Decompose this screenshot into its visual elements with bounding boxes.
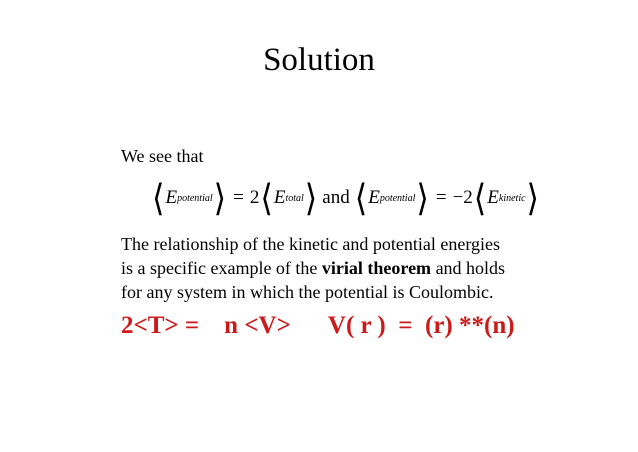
paragraph-line: The relationship of the kinetic and potential energies xyxy=(121,234,501,254)
equals-sign: = xyxy=(435,187,447,208)
left-angle-bracket: ⟨ xyxy=(152,177,165,219)
paragraph-line: for any system in which the potential is Coulombic. xyxy=(121,282,494,302)
left-angle-bracket: ⟨ xyxy=(260,177,273,219)
right-angle-bracket: ⟩ xyxy=(304,177,318,219)
energy-symbol: E xyxy=(273,187,286,208)
virial-equation xyxy=(151,178,540,218)
paragraph-line xyxy=(121,256,505,280)
intro-text: We see that xyxy=(121,146,204,166)
right-angle-bracket: ⟩ xyxy=(213,177,227,219)
energy-symbol: E xyxy=(165,187,178,208)
energy-symbol: E xyxy=(487,187,499,208)
subscript: potential xyxy=(379,192,416,204)
coefficient: 2 xyxy=(249,187,260,208)
virial-relation-highlight: 2<T> = n <V> V( r ) = (r) **(n) xyxy=(121,312,515,339)
left-angle-bracket: ⟨ xyxy=(354,177,368,219)
subscript: kinetic xyxy=(498,192,526,204)
text-span: is a specific example of the xyxy=(121,258,322,278)
energy-symbol: E xyxy=(368,187,380,208)
slide-title: Solution xyxy=(263,42,375,78)
coefficient: −2 xyxy=(452,187,473,208)
text-span: and holds xyxy=(431,258,506,278)
explanation-paragraph xyxy=(121,232,505,304)
left-angle-bracket: ⟨ xyxy=(473,177,487,219)
right-angle-bracket: ⟩ xyxy=(416,177,429,219)
virial-theorem-term: virial theorem xyxy=(321,258,432,278)
subscript: total xyxy=(285,192,304,204)
conjunction-and: and xyxy=(322,187,350,208)
right-angle-bracket: ⟩ xyxy=(526,177,540,219)
subscript: potential xyxy=(177,192,213,204)
equals-sign: = xyxy=(233,187,244,208)
